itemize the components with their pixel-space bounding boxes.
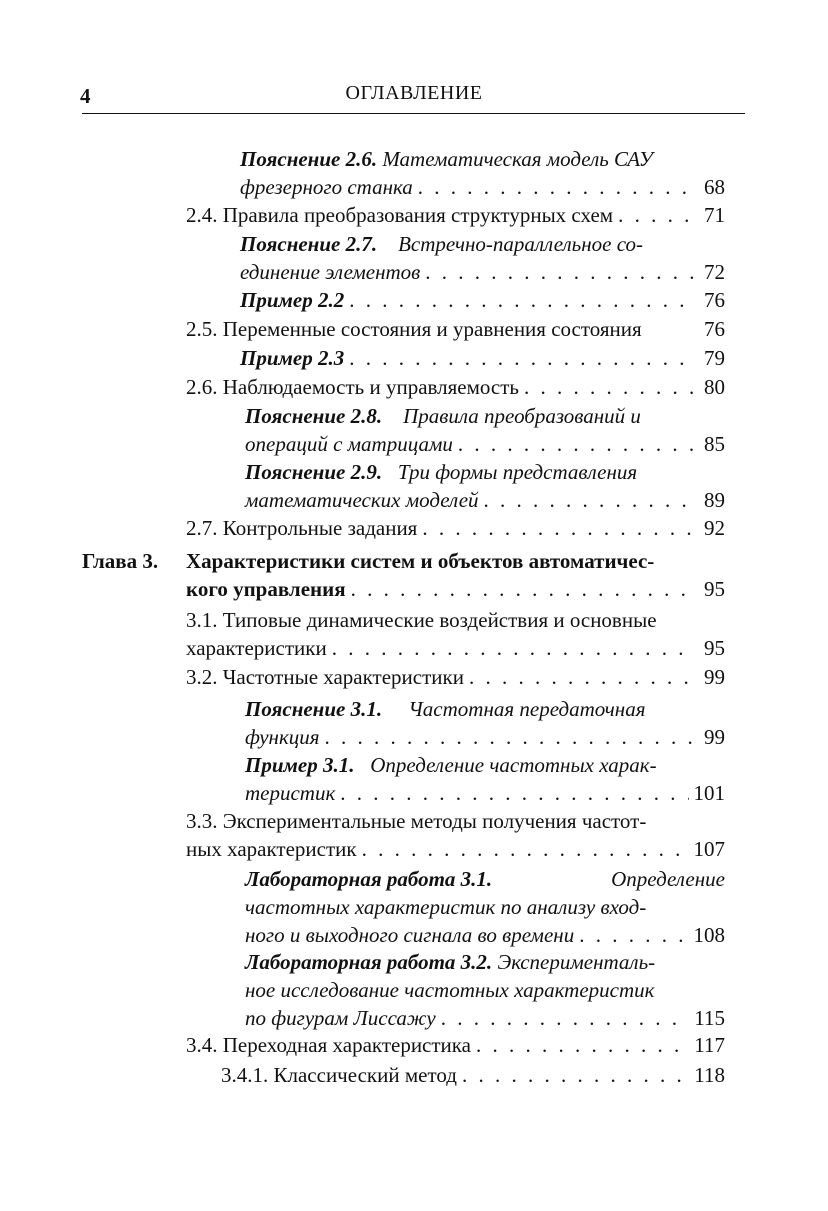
toc-entry[interactable]	[245, 948, 725, 1032]
entry-heading: Лабораторная работа 3.1.	[245, 867, 493, 891]
page-ref: 80	[704, 375, 725, 399]
toc-entry[interactable]	[186, 1031, 725, 1059]
toc-entry[interactable]	[245, 458, 725, 514]
dot-leader	[351, 575, 696, 603]
dot-leader	[469, 663, 696, 691]
page-ref: 99	[704, 725, 725, 749]
entry-title-cont: ного и выходного сигнала во времени	[245, 923, 575, 947]
page-ref: 79	[704, 346, 725, 370]
entry-heading: Лабораторная работа 3.2.	[245, 950, 493, 974]
entry-title: 2.5. Переменные состояния и уравнения состояния	[186, 317, 642, 341]
toc-entry[interactable]	[186, 606, 725, 662]
header-divider	[82, 113, 745, 114]
toc-chapter-entry[interactable]	[186, 547, 725, 603]
entry-heading: Пояснение 2.8.	[245, 404, 383, 428]
page-ref: 72	[704, 260, 725, 284]
dot-leader	[462, 1061, 689, 1089]
page-ref: 99	[704, 665, 725, 689]
running-title: ОГЛАВЛЕНИЕ	[345, 82, 483, 104]
toc-entry[interactable]	[245, 695, 725, 751]
entry-title-cont: функция	[245, 725, 320, 749]
page-ref: 115	[694, 1006, 725, 1030]
dot-leader	[458, 430, 696, 458]
page-ref: 89	[704, 488, 725, 512]
entry-heading: Пример 2.3	[240, 346, 345, 370]
dot-leader	[340, 779, 688, 807]
toc-entry[interactable]	[240, 344, 725, 372]
dot-leader	[441, 1004, 690, 1032]
page-ref: 76	[704, 288, 725, 312]
dot-leader	[422, 514, 696, 542]
entry-heading: Пример 2.2	[240, 288, 345, 312]
entry-title-cont: ное исследование частотных характеристик	[245, 978, 655, 1002]
entry-title: Правила преобразований и	[403, 404, 641, 428]
toc-entry[interactable]	[221, 1061, 725, 1089]
toc-entry[interactable]	[186, 807, 725, 863]
entry-title: 3.3. Экспериментальные методы получения частот-	[186, 809, 647, 833]
entry-title: 2.6. Наблюдаемость и управляемость	[186, 375, 519, 399]
toc-entry[interactable]	[240, 230, 725, 286]
entry-heading: Пояснение 2.7.	[240, 232, 378, 256]
dot-leader	[618, 201, 696, 229]
entry-heading: Пояснение 2.9.	[245, 460, 383, 484]
dot-leader	[332, 634, 696, 662]
toc-entry[interactable]	[240, 286, 725, 314]
entry-title: Определение частотных харак-	[370, 753, 657, 777]
entry-title: 3.4.1. Классический метод	[221, 1063, 457, 1087]
entry-title: 3.4. Переходная характеристика	[186, 1033, 471, 1057]
entry-title: Эксперименталь-	[497, 950, 656, 974]
dot-leader	[349, 344, 696, 372]
entry-title-cont: единение элементов	[240, 260, 421, 284]
entry-title: 2.4. Правила преобразования структурных схем	[186, 203, 614, 227]
entry-title-cont: фрезерного станка	[240, 175, 413, 199]
chapter-label: Глава 3.	[82, 549, 159, 573]
dot-leader	[484, 486, 696, 514]
entry-heading: Пояснение 2.6.	[240, 147, 378, 171]
chapter-title-cont: кого управления	[186, 577, 346, 601]
toc-entry[interactable]	[245, 751, 725, 807]
entry-title-cont: частотных характеристик по анализу вход-	[245, 895, 647, 919]
dot-leader	[425, 258, 696, 286]
page-number: 4	[80, 84, 91, 108]
toc-entry[interactable]	[186, 514, 725, 542]
entry-title: Три формы представления	[397, 460, 638, 484]
dot-leader	[476, 1031, 689, 1059]
page-ref: 85	[704, 432, 725, 456]
toc-entry[interactable]	[245, 402, 725, 458]
page-ref: 107	[693, 837, 725, 861]
chapter-title: Характеристики систем и объектов автоматичес-	[186, 549, 655, 573]
entry-title: 2.7. Контрольные задания	[186, 516, 418, 540]
entry-title-cont: характеристики	[186, 636, 327, 660]
entry-title: Частотная передаточная	[408, 697, 646, 721]
dot-leader	[524, 373, 696, 401]
entry-title-cont: по фигурам Лиссажу	[245, 1006, 436, 1030]
page-ref: 92	[704, 516, 725, 540]
entry-title-cont: ных характеристик	[186, 837, 357, 861]
dot-leader	[349, 286, 696, 314]
entry-heading: Пояснение 3.1.	[245, 697, 383, 721]
page-ref: 118	[694, 1063, 725, 1087]
page-ref: 108	[693, 923, 725, 947]
dot-leader	[579, 921, 688, 949]
entry-title: 3.1. Типовые динамические воздействия и основные	[186, 608, 657, 632]
toc-entry[interactable]	[186, 663, 725, 691]
page-ref: 101	[693, 781, 725, 805]
toc-entry[interactable]	[186, 315, 725, 343]
toc-entry[interactable]	[186, 201, 725, 229]
entry-title-cont: математических моделей	[245, 488, 479, 512]
toc-entry[interactable]	[240, 145, 725, 201]
page-ref: 68	[704, 175, 725, 199]
dot-leader	[418, 173, 696, 201]
entry-title-cont: теристик	[245, 781, 336, 805]
entry-title: Определение	[611, 867, 725, 891]
page-ref: 95	[704, 577, 725, 601]
toc-entry[interactable]	[245, 865, 725, 949]
dot-leader	[325, 723, 696, 751]
toc-entry[interactable]	[186, 373, 725, 401]
page-ref: 95	[704, 636, 725, 660]
dot-leader	[362, 835, 689, 863]
page-ref: 117	[694, 1033, 725, 1057]
page-ref: 76	[704, 317, 725, 341]
entry-title: 3.2. Частотные характеристики	[186, 665, 464, 689]
entry-title: Встречно-параллельное со-	[398, 232, 644, 256]
entry-title-cont: операций с матрицами	[245, 432, 453, 456]
entry-heading: Пример 3.1.	[245, 753, 355, 777]
entry-title: Математическая модель САУ	[382, 147, 653, 171]
page-ref: 71	[704, 203, 725, 227]
